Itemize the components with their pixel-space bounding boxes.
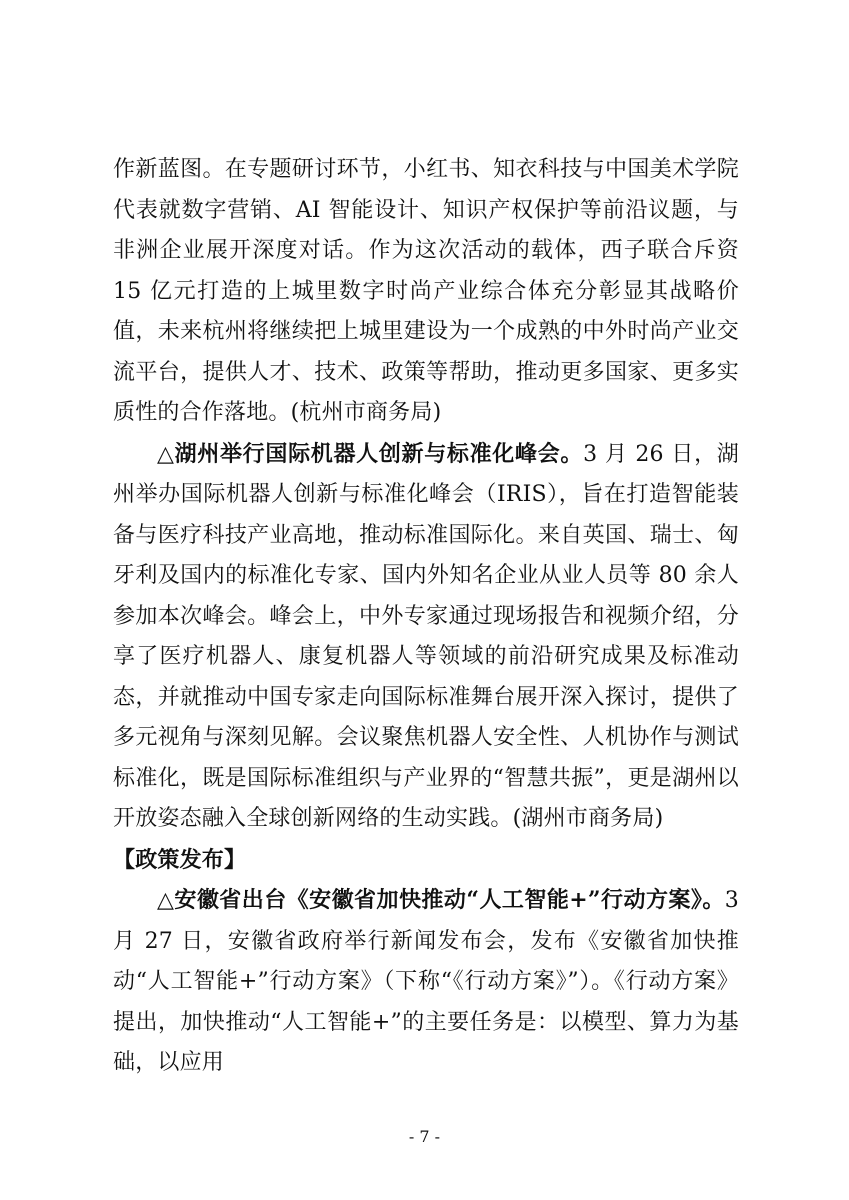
paragraph-body: 3 月 26 日，湖州举办国际机器人创新与标准化峰会（IRIS），旨在打造智能装备与医疗科技产业高地，推动标准国际化。来自英国、瑞士、匈牙利及国内的标准化专家、国内外知名企业从业人员等 80 余人参加本次峰会。峰会上，中外专家通过现场报告和视频介绍，分享了医疗机器人、康复机器人等领域的前沿研究成果及标准动态，并就推动中国专家走向国际标准舞台展开深入探讨，提供了多元视角与深刻见解。会议聚焦机器人安全性、人机协作与测试标准化，既是国际标准组织与产业界的“智慧共振”，更是湖州以开放姿态融入全球创新网络的生动实践。(湖州市商务局) [113, 441, 739, 831]
paragraph-lead-heading: △安徽省出台《安徽省加快推动“人工智能+”行动方案》。 [157, 887, 725, 913]
paragraph-lead-heading: △湖州举行国际机器人创新与标准化峰会。 [157, 440, 584, 467]
page-number: - 7 - [408, 1127, 441, 1146]
paragraph-body: 3 月 27 日，安徽省政府举行新闻发布会，发布《安徽省加快推动“人工智能+”行动方案》（下称“《行动方案》”）。《行动方案》提出，加快推动“人工智能+”的主要任务是：以模型、算力为基础，以应用 [113, 888, 739, 1075]
section-heading-policy-release: 【政策发布】 [113, 846, 247, 873]
paragraph-huzhou-robot-summit [113, 434, 739, 840]
paragraph-body: 作新蓝图。在专题研讨环节，小红书、知衣科技与中国美术学院代表就数字营销、AI 智能设计、知识产权保护等前沿议题，与非洲企业展开深度对话。作为这次活动的载体，西子联合斥资 15 亿元打造的上城里数字时尚产业综合体充分彰显其战略价值，未来杭州将继续把上城里建设为一个成熟的中外时尚产业交流平台，提供人才、技术、政策等帮助，推动更多国家、更多实质性的合作落地。(杭州市商务局) [113, 157, 739, 425]
paragraph-hangzhou-continuation [113, 150, 739, 434]
page-body [113, 150, 739, 1084]
paragraph-anhui-ai-plan [113, 880, 739, 1084]
